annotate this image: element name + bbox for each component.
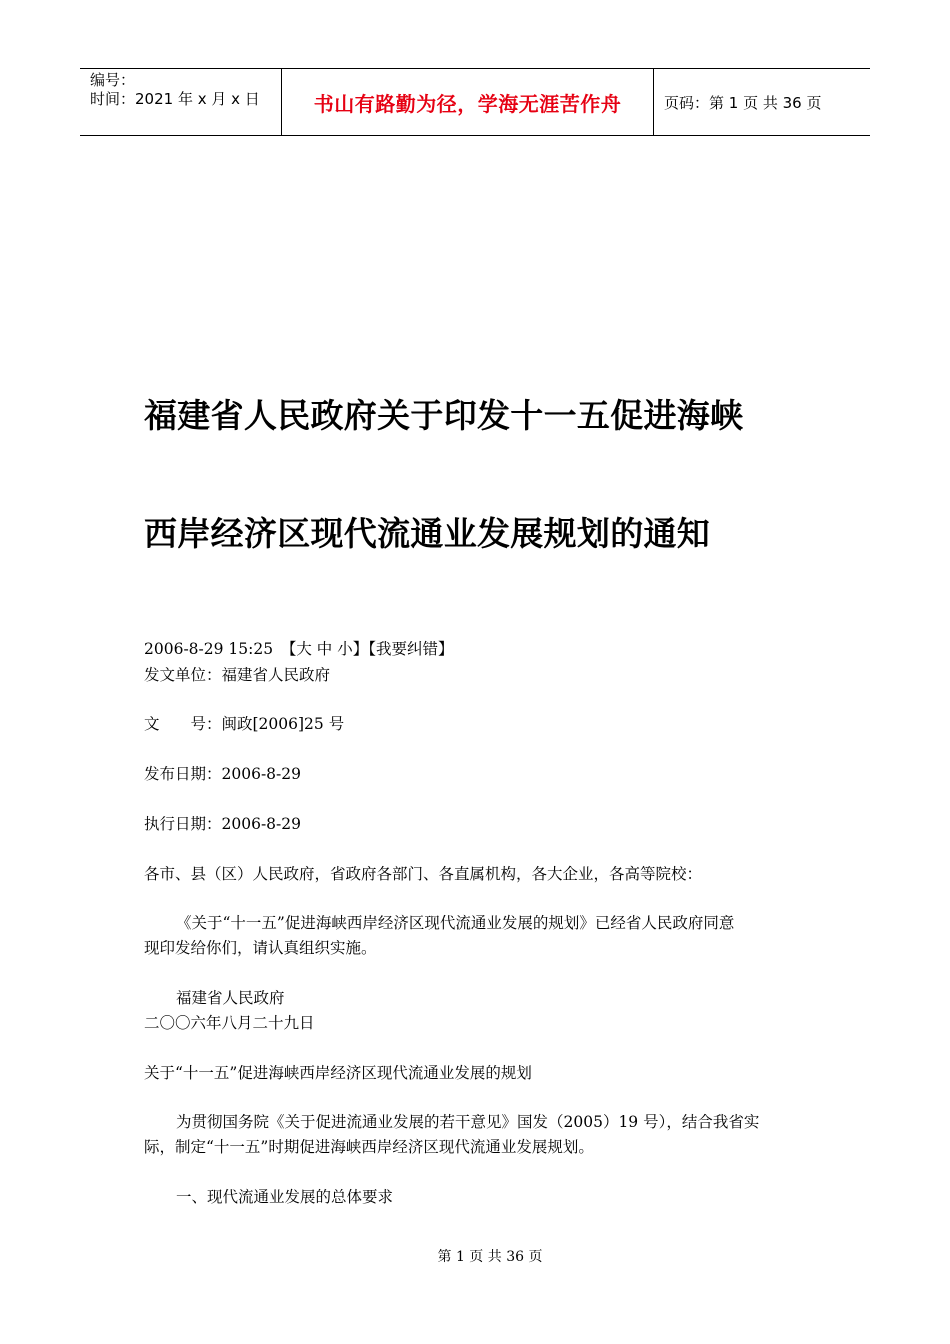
meta-doc-no: 文 号：闽政[2006]25 号	[144, 715, 345, 733]
notice-line-1: 《关于“十一五”促进海峡西岸经济区现代流通业发展的规划》已经省人民政府同意	[176, 914, 735, 932]
title-line-1: 福建省人民政府关于印发十一五促进海峡	[144, 396, 744, 435]
meta-datetime: 2006-8-29 15:25 【大 中 小】【我要纠错】	[144, 640, 454, 658]
intro-paragraph	[144, 1110, 810, 1160]
document-header	[80, 68, 870, 136]
meta-exec-date: 执行日期：2006-8-29	[144, 815, 302, 833]
header-motto	[282, 69, 654, 135]
page-footer: 第 1 页 共 36 页	[437, 1249, 543, 1265]
notice-paragraph	[144, 911, 810, 961]
plan-title: 关于“十一五”促进海峡西岸经济区现代流通业发展的规划	[144, 1064, 532, 1082]
meta-issuer: 发文单位：福建省人民政府	[144, 666, 331, 684]
number-label: 编号：	[90, 71, 136, 89]
page-info-text: 页码：第 1 页 共 36 页	[664, 93, 822, 112]
title-line-2: 西岸经济区现代流通业发展规划的通知	[144, 514, 711, 553]
notice-line-2: 现印发给你们，请认真组织实施。	[144, 939, 377, 957]
header-meta	[80, 69, 282, 135]
time-label: 时间：2021 年 x 月 x 日	[90, 90, 260, 108]
sign-date: 二〇〇六年八月二十九日	[144, 1014, 315, 1032]
meta-publish-date: 发布日期：2006-8-29	[144, 765, 302, 783]
header-page-info	[654, 69, 870, 135]
section-heading	[144, 1185, 810, 1210]
signer: 福建省人民政府	[176, 989, 285, 1007]
signature-block	[144, 986, 810, 1036]
intro-line-2: 际，制定“十一五”时期促进海峡西岸经济区现代流通业发展规划。	[144, 1138, 594, 1156]
intro-line-1: 为贯彻国务院《关于促进流通业发展的若干意见》国发（2005）19 号），结合我省实	[176, 1113, 760, 1131]
recipients: 各市、县（区）人民政府，省政府各部门、各直属机构，各大企业，各高等院校：	[144, 865, 703, 883]
motto-text: 书山有路勤为径，学海无涯苦作舟	[313, 91, 622, 116]
section-1-title: 一、现代流通业发展的总体要求	[176, 1188, 394, 1206]
